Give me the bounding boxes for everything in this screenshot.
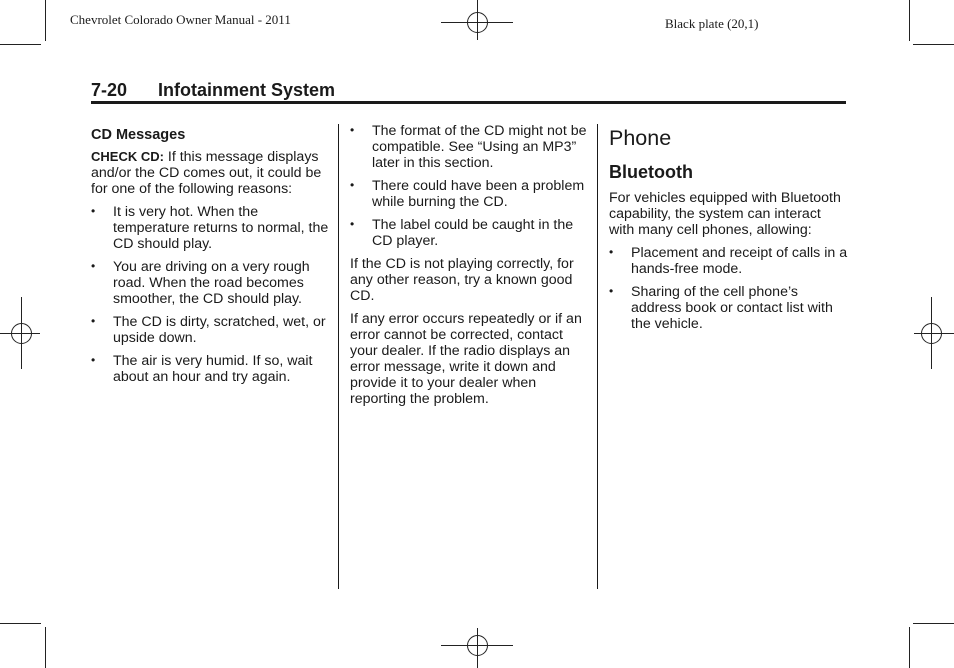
list-item: • Placement and receipt of calls in a hands-free mode. xyxy=(609,245,848,277)
list-item: • It is very hot. When the temperature returns to normal, the CD should play. xyxy=(91,204,329,252)
bullet-icon: • xyxy=(350,178,355,192)
list-item: • Sharing of the cell phone’s address book or contact list with the vehicle. xyxy=(609,284,833,332)
manual-title: Chevrolet Colorado Owner Manual - 2011 xyxy=(70,12,291,27)
list-item: • The air is very humid. If so, wait about an hour and try again. xyxy=(91,353,313,385)
crop-mark xyxy=(909,0,910,41)
section-title: Infotainment System xyxy=(158,80,336,100)
column-cd-messages-continued xyxy=(350,123,590,414)
crop-mark xyxy=(913,623,954,624)
paragraph xyxy=(91,149,331,197)
bullet-icon: • xyxy=(350,217,355,231)
paragraph-text: If this message displays and/or the CD comes out, it could be for one of the following reasons: xyxy=(91,149,322,197)
column-phone xyxy=(609,126,849,339)
bullet-icon: • xyxy=(91,204,96,218)
crop-mark xyxy=(0,44,41,45)
bullet-icon: • xyxy=(609,284,614,298)
bullet-icon: • xyxy=(91,259,96,273)
section-title: Bluetooth xyxy=(609,162,693,182)
list-item: • The CD is dirty, scratched, wet, or upside down. xyxy=(91,314,326,346)
bullet-icon: • xyxy=(91,314,96,328)
list-item: • The format of the CD might not be compatible. See “Using an MP3” later in this section. xyxy=(350,123,587,171)
crop-mark xyxy=(45,627,46,668)
column-divider xyxy=(338,124,339,589)
column-divider xyxy=(597,124,598,589)
plate-label: Black plate (20,1) xyxy=(665,16,759,31)
check-cd-label: CHECK CD: xyxy=(91,149,164,164)
list-item: • There could have been a problem while burning the CD. xyxy=(350,178,585,210)
paragraph: If the CD is not playing correctly, for any other reason, try a known good CD. xyxy=(350,256,574,304)
bullet-list xyxy=(350,123,590,249)
header-rule xyxy=(91,101,846,104)
crop-mark xyxy=(45,0,46,41)
bullet-icon: • xyxy=(91,353,96,367)
subsection-heading: CD Messages xyxy=(91,127,186,143)
bullet-icon: • xyxy=(609,245,614,259)
crop-mark xyxy=(913,44,954,45)
bullet-list xyxy=(91,204,331,385)
bullet-icon: • xyxy=(350,123,355,137)
list-item: • The label could be caught in the CD player. xyxy=(350,217,574,249)
page-number: 7-20 xyxy=(91,80,128,100)
section-header xyxy=(91,80,335,101)
chapter-title: Phone xyxy=(609,126,672,150)
column-cd-messages xyxy=(91,127,331,392)
list-item: • You are driving on a very rough road. When the road becomes smoother, the CD should play. xyxy=(91,259,310,307)
paragraph: If any error occurs repeatedly or if an error cannot be corrected, contact your dealer. If the radio displays an error message, write it down and provide it to your dealer when reporting the problem. xyxy=(350,311,582,407)
crop-mark xyxy=(0,623,41,624)
bullet-list xyxy=(609,245,849,332)
crop-mark xyxy=(909,627,910,668)
paragraph: For vehicles equipped with Bluetooth capability, the system can interact with many cell phones, allowing: xyxy=(609,190,841,238)
